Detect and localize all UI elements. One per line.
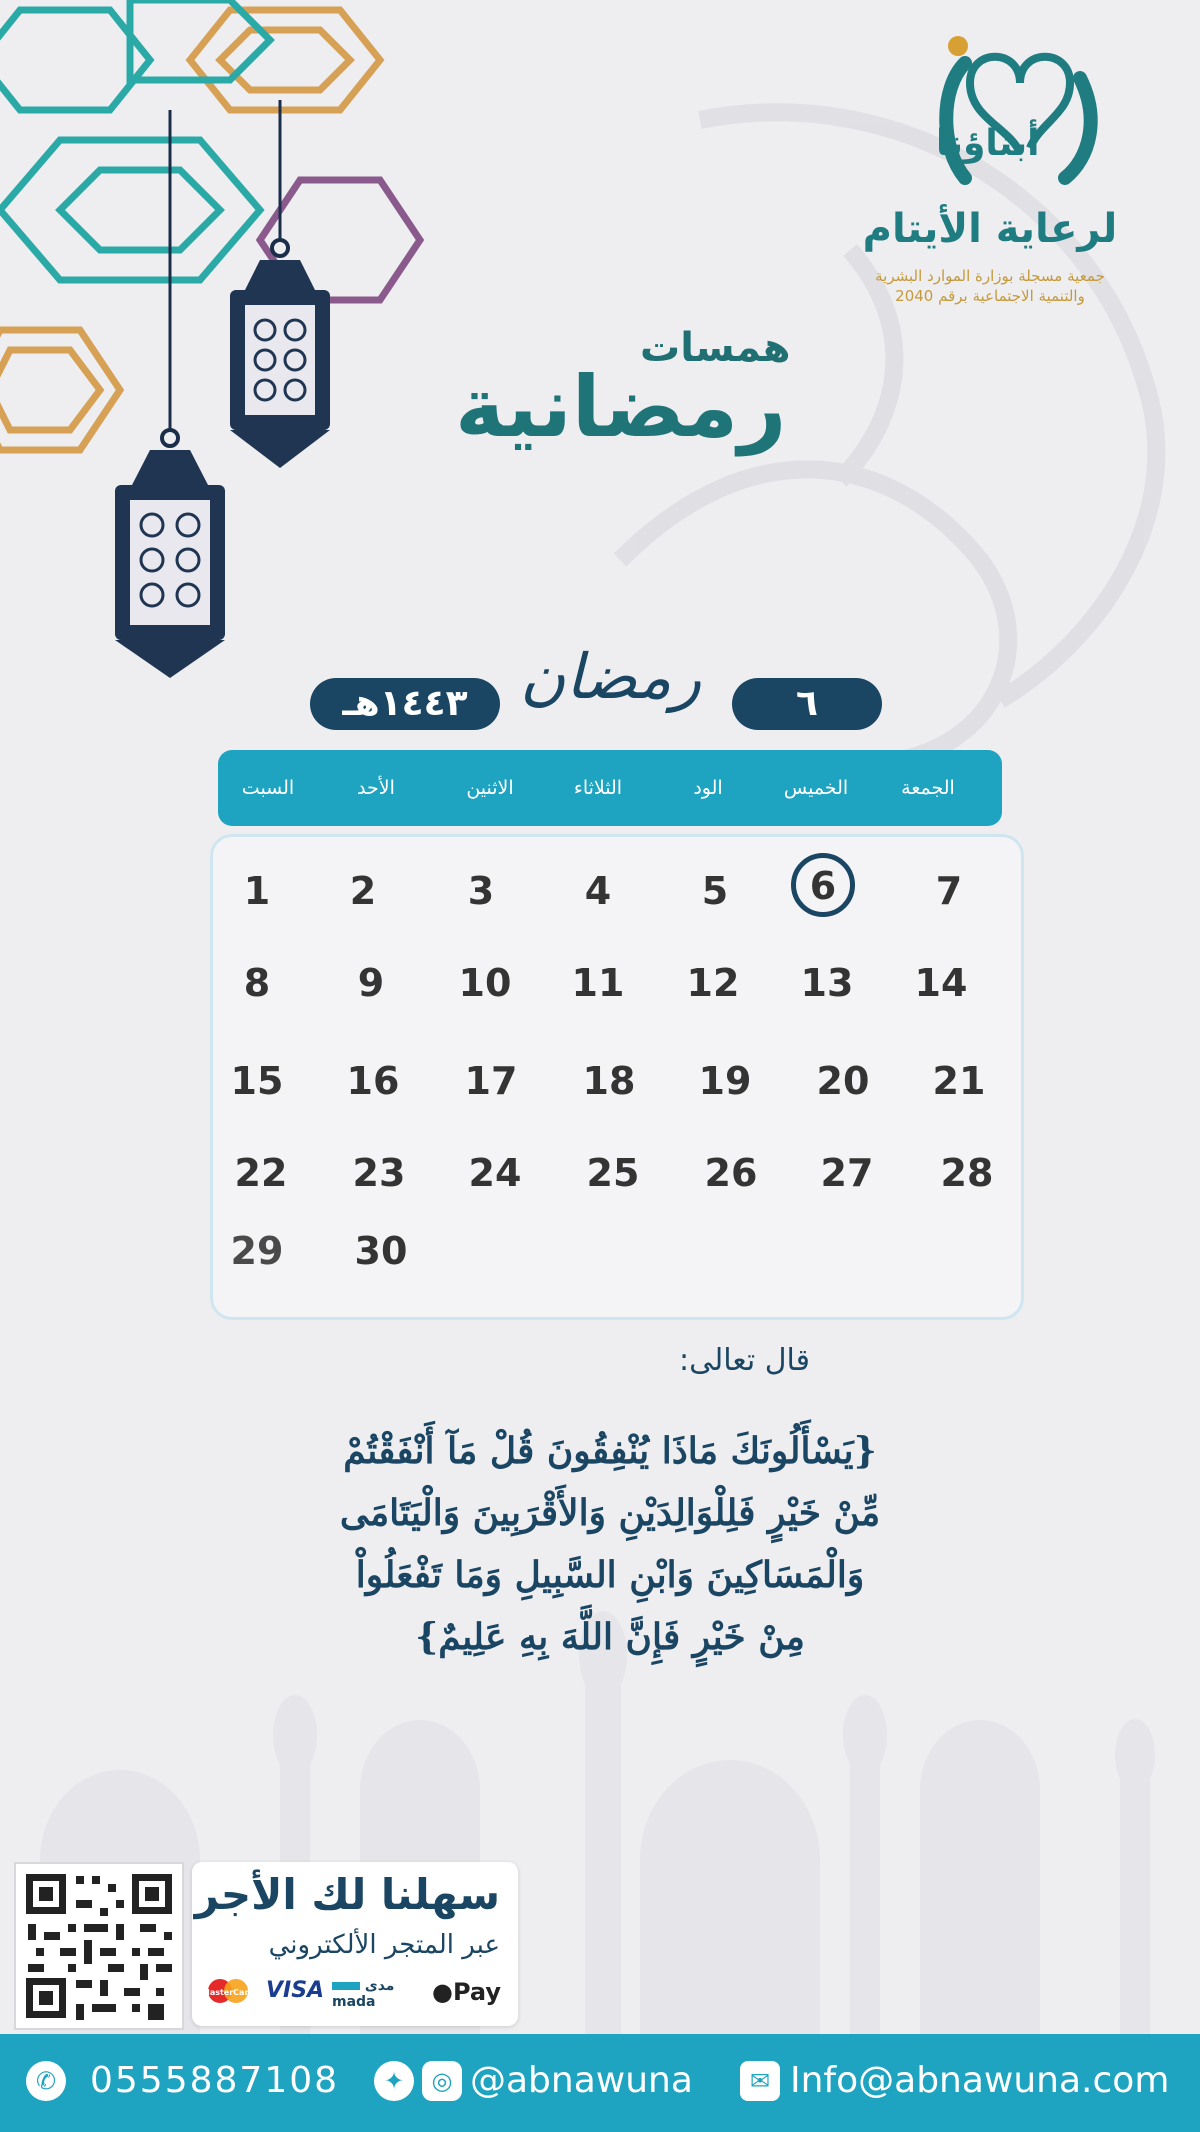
calendar-day: 14 bbox=[914, 961, 968, 1005]
mada-label: مدى mada bbox=[332, 1978, 395, 2010]
calendar-day: 27 bbox=[820, 1151, 874, 1195]
social-handle[interactable]: @abnawuna bbox=[470, 2060, 693, 2101]
calendar-day: 9 bbox=[357, 961, 385, 1005]
calendar-day: 2 bbox=[349, 869, 377, 913]
calendar-day: 11 bbox=[571, 961, 625, 1005]
lanterns bbox=[100, 100, 340, 680]
apple-pay-label: Pay bbox=[452, 1978, 501, 2006]
weekday-label: الود bbox=[693, 777, 723, 799]
logo-name: أبناؤنا bbox=[936, 123, 1040, 164]
quran-verse bbox=[200, 1420, 1020, 1668]
calendar-day: 22 bbox=[234, 1151, 288, 1195]
calendar-day: 4 bbox=[584, 869, 612, 913]
payment-box[interactable] bbox=[192, 1862, 518, 2026]
weekday-label: السبت bbox=[241, 777, 295, 799]
month-name: رمضان bbox=[520, 640, 702, 713]
calendar-day-current: 6 bbox=[809, 864, 837, 908]
weekday-label: الخميس bbox=[783, 777, 849, 799]
calendar-day: 16 bbox=[346, 1059, 400, 1103]
verse-intro: قال تعالى: bbox=[678, 1343, 810, 1378]
mastercard-icon bbox=[200, 1978, 256, 2004]
instagram-icon[interactable]: ◎ bbox=[422, 2061, 462, 2101]
mada-logo bbox=[332, 1978, 424, 2010]
heart-logo-icon bbox=[870, 28, 1110, 198]
calendar-day: 15 bbox=[230, 1059, 284, 1103]
email-icon[interactable]: ✉ bbox=[740, 2061, 780, 2101]
mastercard-label: MasterCard bbox=[201, 1988, 255, 1997]
weekday-label: الاثنين bbox=[466, 777, 514, 799]
calendar-day: 1 bbox=[243, 869, 271, 913]
whatsapp-icon[interactable]: ✆ bbox=[26, 2061, 66, 2101]
year-pill: ١٤٤٣هـ bbox=[310, 678, 500, 730]
weekday-label: الجمعة bbox=[901, 777, 955, 799]
verse-line: وَالْمَسَاكِينَ وَابْنِ السَّبِيلِ وَمَا تَفْعَلُواْ bbox=[355, 1554, 865, 1596]
twitter-icon[interactable]: ✦ bbox=[374, 2061, 414, 2101]
calendar-day: 8 bbox=[243, 961, 271, 1005]
heading-big: رمضانية bbox=[455, 358, 787, 456]
weekday-label: الثلاثاء bbox=[573, 777, 623, 799]
calendar-day: 25 bbox=[586, 1151, 640, 1195]
calendar-day: 12 bbox=[686, 961, 740, 1005]
calendar-day: 20 bbox=[816, 1059, 870, 1103]
organization-logo bbox=[840, 28, 1140, 318]
calendar-day: 29 bbox=[230, 1229, 284, 1273]
qr-code[interactable] bbox=[14, 1862, 184, 2030]
calendar-day: 21 bbox=[932, 1059, 986, 1103]
calendar-day: 23 bbox=[352, 1151, 406, 1195]
day-pill: ٦ bbox=[732, 678, 882, 730]
heading-small: همسات bbox=[640, 325, 791, 371]
verse-line: {يَسْأَلُونَكَ مَاذَا يُنْفِقُونَ قُلْ مَآ أَنْفَقْتُمْ bbox=[343, 1430, 877, 1472]
calendar-day: 3 bbox=[467, 869, 495, 913]
calendar-day: 7 bbox=[935, 869, 963, 913]
calendar-day: 10 bbox=[458, 961, 512, 1005]
apple-pay-logo bbox=[432, 1978, 501, 2006]
calendar-day: 19 bbox=[698, 1059, 752, 1103]
calendar-day: 30 bbox=[354, 1229, 408, 1273]
weekday-label: الأحد bbox=[357, 777, 395, 799]
payment-title: سهلنا لك الأجر bbox=[194, 1870, 500, 1919]
logo-title: لرعاية الأيتام bbox=[862, 206, 1118, 252]
verse-line: مِنْ خَيْرٍ فَإِنَّ اللَّهَ بِهِ عَلِيمٌ} bbox=[415, 1616, 805, 1658]
logo-subtitle bbox=[840, 266, 1140, 306]
calendar-day: 5 bbox=[701, 869, 729, 913]
calendar-day: 26 bbox=[704, 1151, 758, 1195]
payment-subtitle: عبر المتجر الألكتروني bbox=[268, 1930, 500, 1960]
verse-line: مِّنْ خَيْرٍ فَلِلْوَالِدَيْنِ وَالأَقْرَبِينَ وَالْيَتَامَى bbox=[339, 1492, 881, 1534]
contact-footer bbox=[0, 2034, 1200, 2132]
visa-logo: VISA bbox=[266, 1978, 325, 2003]
calendar-day: 18 bbox=[582, 1059, 636, 1103]
calendar-day: 24 bbox=[468, 1151, 522, 1195]
logo-subtitle-line2: والتنمية الاجتماعية برقم 2040 bbox=[895, 287, 1085, 305]
calendar-day: 28 bbox=[940, 1151, 994, 1195]
weekday-header bbox=[218, 750, 1002, 826]
email-address[interactable]: Info@abnawuna.com bbox=[790, 2060, 1170, 2101]
phone-number[interactable]: 0555887108 bbox=[90, 2060, 340, 2101]
logo-subtitle-line1: جمعية مسجلة بوزارة الموارد البشرية bbox=[875, 267, 1105, 285]
calendar-day: 17 bbox=[464, 1059, 518, 1103]
apple-icon: ● bbox=[432, 1978, 453, 2006]
calendar-day: 13 bbox=[800, 961, 854, 1005]
